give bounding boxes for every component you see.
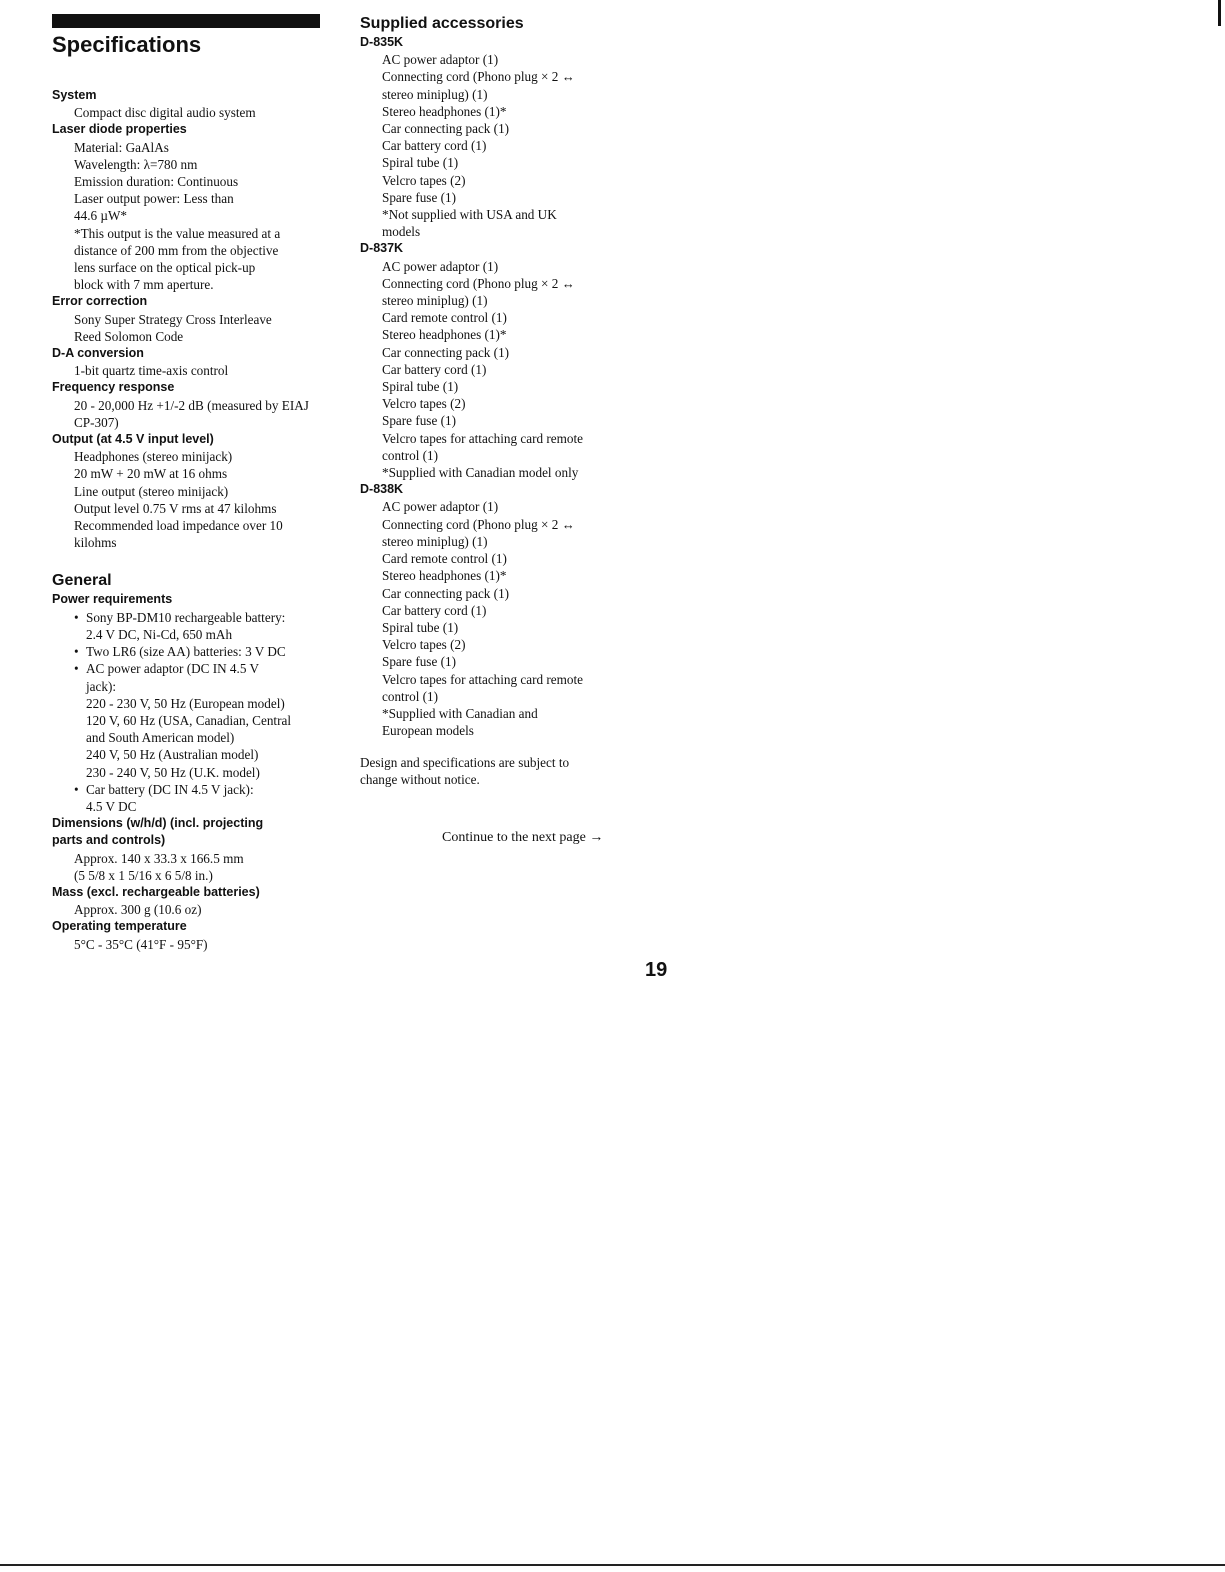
- spec-line: Approx. 140 x 33.3 x 166.5 mm: [74, 850, 244, 866]
- model-name: D-837K: [360, 241, 404, 256]
- accessory-item: stereo miniplug) (1): [382, 533, 488, 549]
- accessory-item: Velcro tapes (2): [382, 396, 466, 412]
- notice: [360, 754, 660, 788]
- accessories-title: Supplied accessories: [360, 15, 524, 32]
- power-detail-line: 2.4 V DC, Ni-Cd, 650 mAh: [86, 626, 233, 642]
- spec-line: 20 - 20,000 Hz +1/-2 dB (measured by EIAJ: [74, 397, 309, 413]
- accessory-item: Car battery cord (1): [382, 138, 487, 154]
- accessory-item: European models: [382, 723, 474, 739]
- accessory-item: Stereo headphones (1)*: [382, 568, 507, 584]
- accessory-item: Card remote control (1): [382, 551, 507, 567]
- model-name: D-838K: [360, 482, 404, 497]
- notice-line: Design and specifications are subject to: [360, 755, 570, 770]
- power-bullet-text: Sony BP-DM10 rechargeable battery:: [86, 609, 286, 625]
- spec-heading: Mass (excl. rechargeable batteries): [52, 884, 260, 899]
- accessory-item: models: [382, 224, 421, 240]
- power-detail-line: 240 V, 50 Hz (Australian model): [86, 747, 259, 763]
- spec-line: block with 7 mm aperture.: [74, 277, 214, 293]
- power-bullet-text: Two LR6 (size AA) batteries: 3 V DC: [86, 644, 286, 660]
- accessory-item: Velcro tapes (2): [382, 172, 466, 188]
- accessory-item: *Not supplied with USA and UK: [382, 207, 557, 223]
- spec-line: 5°C - 35°C (41°F - 95°F): [74, 936, 208, 952]
- power-detail-line: 4.5 V DC: [86, 798, 137, 814]
- spec-heading: Error correction: [52, 294, 148, 309]
- spec-line: Wavelength: λ=780 nm: [74, 156, 198, 172]
- spec-line: 44.6 µW*: [74, 208, 128, 224]
- general-title: General: [52, 572, 112, 590]
- continue-text: Continue to the next page →: [442, 830, 604, 845]
- power-bullet: [74, 781, 352, 798]
- general-sections: [52, 591, 352, 952]
- spec-heading: System: [52, 88, 97, 102]
- power-bullet-text: AC power adaptor (DC IN 4.5 V: [86, 661, 259, 677]
- spec-heading: parts and controls): [52, 833, 166, 848]
- accessory-item: Velcro tapes (2): [382, 637, 466, 653]
- spec-heading: Frequency response: [52, 380, 175, 395]
- spec-line: Sony Super Strategy Cross Interleave: [74, 311, 272, 327]
- accessory-item: Connecting cord (Phono plug × 2 ↔: [382, 69, 575, 85]
- accessory-item: AC power adaptor (1): [382, 258, 499, 274]
- power-bullet: [74, 609, 352, 626]
- power-bullet: [74, 660, 352, 677]
- accessory-item: *Supplied with Canadian model only: [382, 465, 579, 481]
- accessory-item: Spiral tube (1): [382, 155, 459, 171]
- spec-heading: D-A conversion: [52, 346, 144, 361]
- bullet-icon: •: [74, 644, 79, 660]
- accessory-item: Card remote control (1): [382, 310, 507, 326]
- edge-mark: [1218, 0, 1221, 26]
- bottom-rule: [0, 1564, 1225, 1566]
- spec-line: kilohms: [74, 535, 117, 551]
- notice-line: change without notice.: [360, 772, 480, 788]
- accessory-item: Stereo headphones (1)*: [382, 103, 507, 119]
- spec-line: Approx. 300 g (10.6 oz): [74, 902, 202, 918]
- accessory-item: control (1): [382, 447, 439, 463]
- accessory-item: control (1): [382, 688, 439, 704]
- spec-line: *This output is the value measured at a: [74, 225, 281, 241]
- spec-line: CP-307): [74, 414, 119, 430]
- spec-heading: Output (at 4.5 V input level): [52, 432, 214, 447]
- spec-line: 1-bit quartz time-axis control: [74, 363, 229, 379]
- bullet-icon: •: [74, 661, 79, 677]
- power-bullet: [74, 643, 352, 660]
- model-name: D-835K: [360, 35, 404, 49]
- spec-line: Reed Solomon Code: [74, 328, 184, 344]
- power-detail-line: 220 - 230 V, 50 Hz (European model): [86, 695, 285, 711]
- accessory-item: Car connecting pack (1): [382, 585, 510, 601]
- accessory-item: Velcro tapes for attaching card remote: [382, 671, 584, 687]
- accessory-item: Connecting cord (Phono plug × 2 ↔: [382, 275, 575, 291]
- accessory-item: Velcro tapes for attaching card remote: [382, 430, 584, 446]
- power-detail-line: and South American model): [86, 730, 235, 746]
- accessory-item: AC power adaptor (1): [382, 52, 499, 68]
- power-detail-line: jack):: [86, 678, 117, 694]
- power-detail-line: 120 V, 60 Hz (USA, Canadian, Central: [86, 712, 291, 728]
- spec-line: Recommended load impedance over 10: [74, 518, 283, 534]
- accessory-item: Car battery cord (1): [382, 602, 487, 618]
- accessory-item: Car connecting pack (1): [382, 344, 510, 360]
- accessory-item: Spare fuse (1): [382, 189, 456, 205]
- spacer: [52, 551, 352, 571]
- spec-line: Laser output power: Less than: [74, 191, 234, 207]
- accessory-item: Stereo headphones (1)*: [382, 327, 507, 343]
- accessory-item: AC power adaptor (1): [382, 499, 499, 515]
- power-heading: Power requirements: [52, 592, 173, 607]
- spec-line: Material: GaAlAs: [74, 139, 169, 155]
- spec-heading: Dimensions (w/h/d) (incl. projecting: [52, 816, 264, 831]
- accessories-column: [360, 14, 660, 739]
- power-bullet-text: Car battery (DC IN 4.5 V jack):: [86, 781, 254, 797]
- accessory-item: Car connecting pack (1): [382, 121, 510, 137]
- spec-line: Emission duration: Continuous: [74, 174, 239, 190]
- accessory-item: Spiral tube (1): [382, 619, 459, 635]
- bullet-icon: •: [74, 609, 79, 625]
- title-bar: [52, 14, 320, 28]
- accessory-item: Spiral tube (1): [382, 379, 459, 395]
- accessory-item: *Supplied with Canadian and: [382, 705, 538, 721]
- accessory-item: stereo miniplug) (1): [382, 86, 488, 102]
- accessory-item: Spare fuse (1): [382, 413, 456, 429]
- page-title: Specifications: [52, 32, 202, 57]
- spec-line: lens surface on the optical pick-up: [74, 260, 256, 276]
- accessory-item: stereo miniplug) (1): [382, 293, 488, 309]
- spec-line: 20 mW + 20 mW at 16 ohms: [74, 466, 228, 482]
- spec-line: Headphones (stereo minijack): [74, 449, 233, 465]
- accessory-item: Connecting cord (Phono plug × 2 ↔: [382, 516, 575, 532]
- accessory-item: Spare fuse (1): [382, 654, 456, 670]
- spec-heading: Operating temperature: [52, 919, 187, 934]
- bullet-icon: •: [74, 781, 79, 797]
- page-number: 19: [645, 959, 668, 981]
- accessory-item: Car battery cord (1): [382, 361, 487, 377]
- spec-sections: [52, 87, 352, 551]
- spec-heading: Laser diode properties: [52, 122, 187, 137]
- spec-line: Compact disc digital audio system: [74, 105, 256, 121]
- spec-line: distance of 200 mm from the objective: [74, 242, 279, 258]
- accessory-models: [360, 34, 660, 739]
- power-detail-line: 230 - 240 V, 50 Hz (U.K. model): [86, 764, 260, 780]
- spec-line: Line output (stereo minijack): [74, 483, 229, 499]
- spec-line: Output level 0.75 V rms at 47 kilohms: [74, 500, 277, 516]
- spec-line: (5 5/8 x 1 5/16 x 6 5/8 in.): [74, 867, 213, 883]
- specifications-column: [52, 14, 352, 953]
